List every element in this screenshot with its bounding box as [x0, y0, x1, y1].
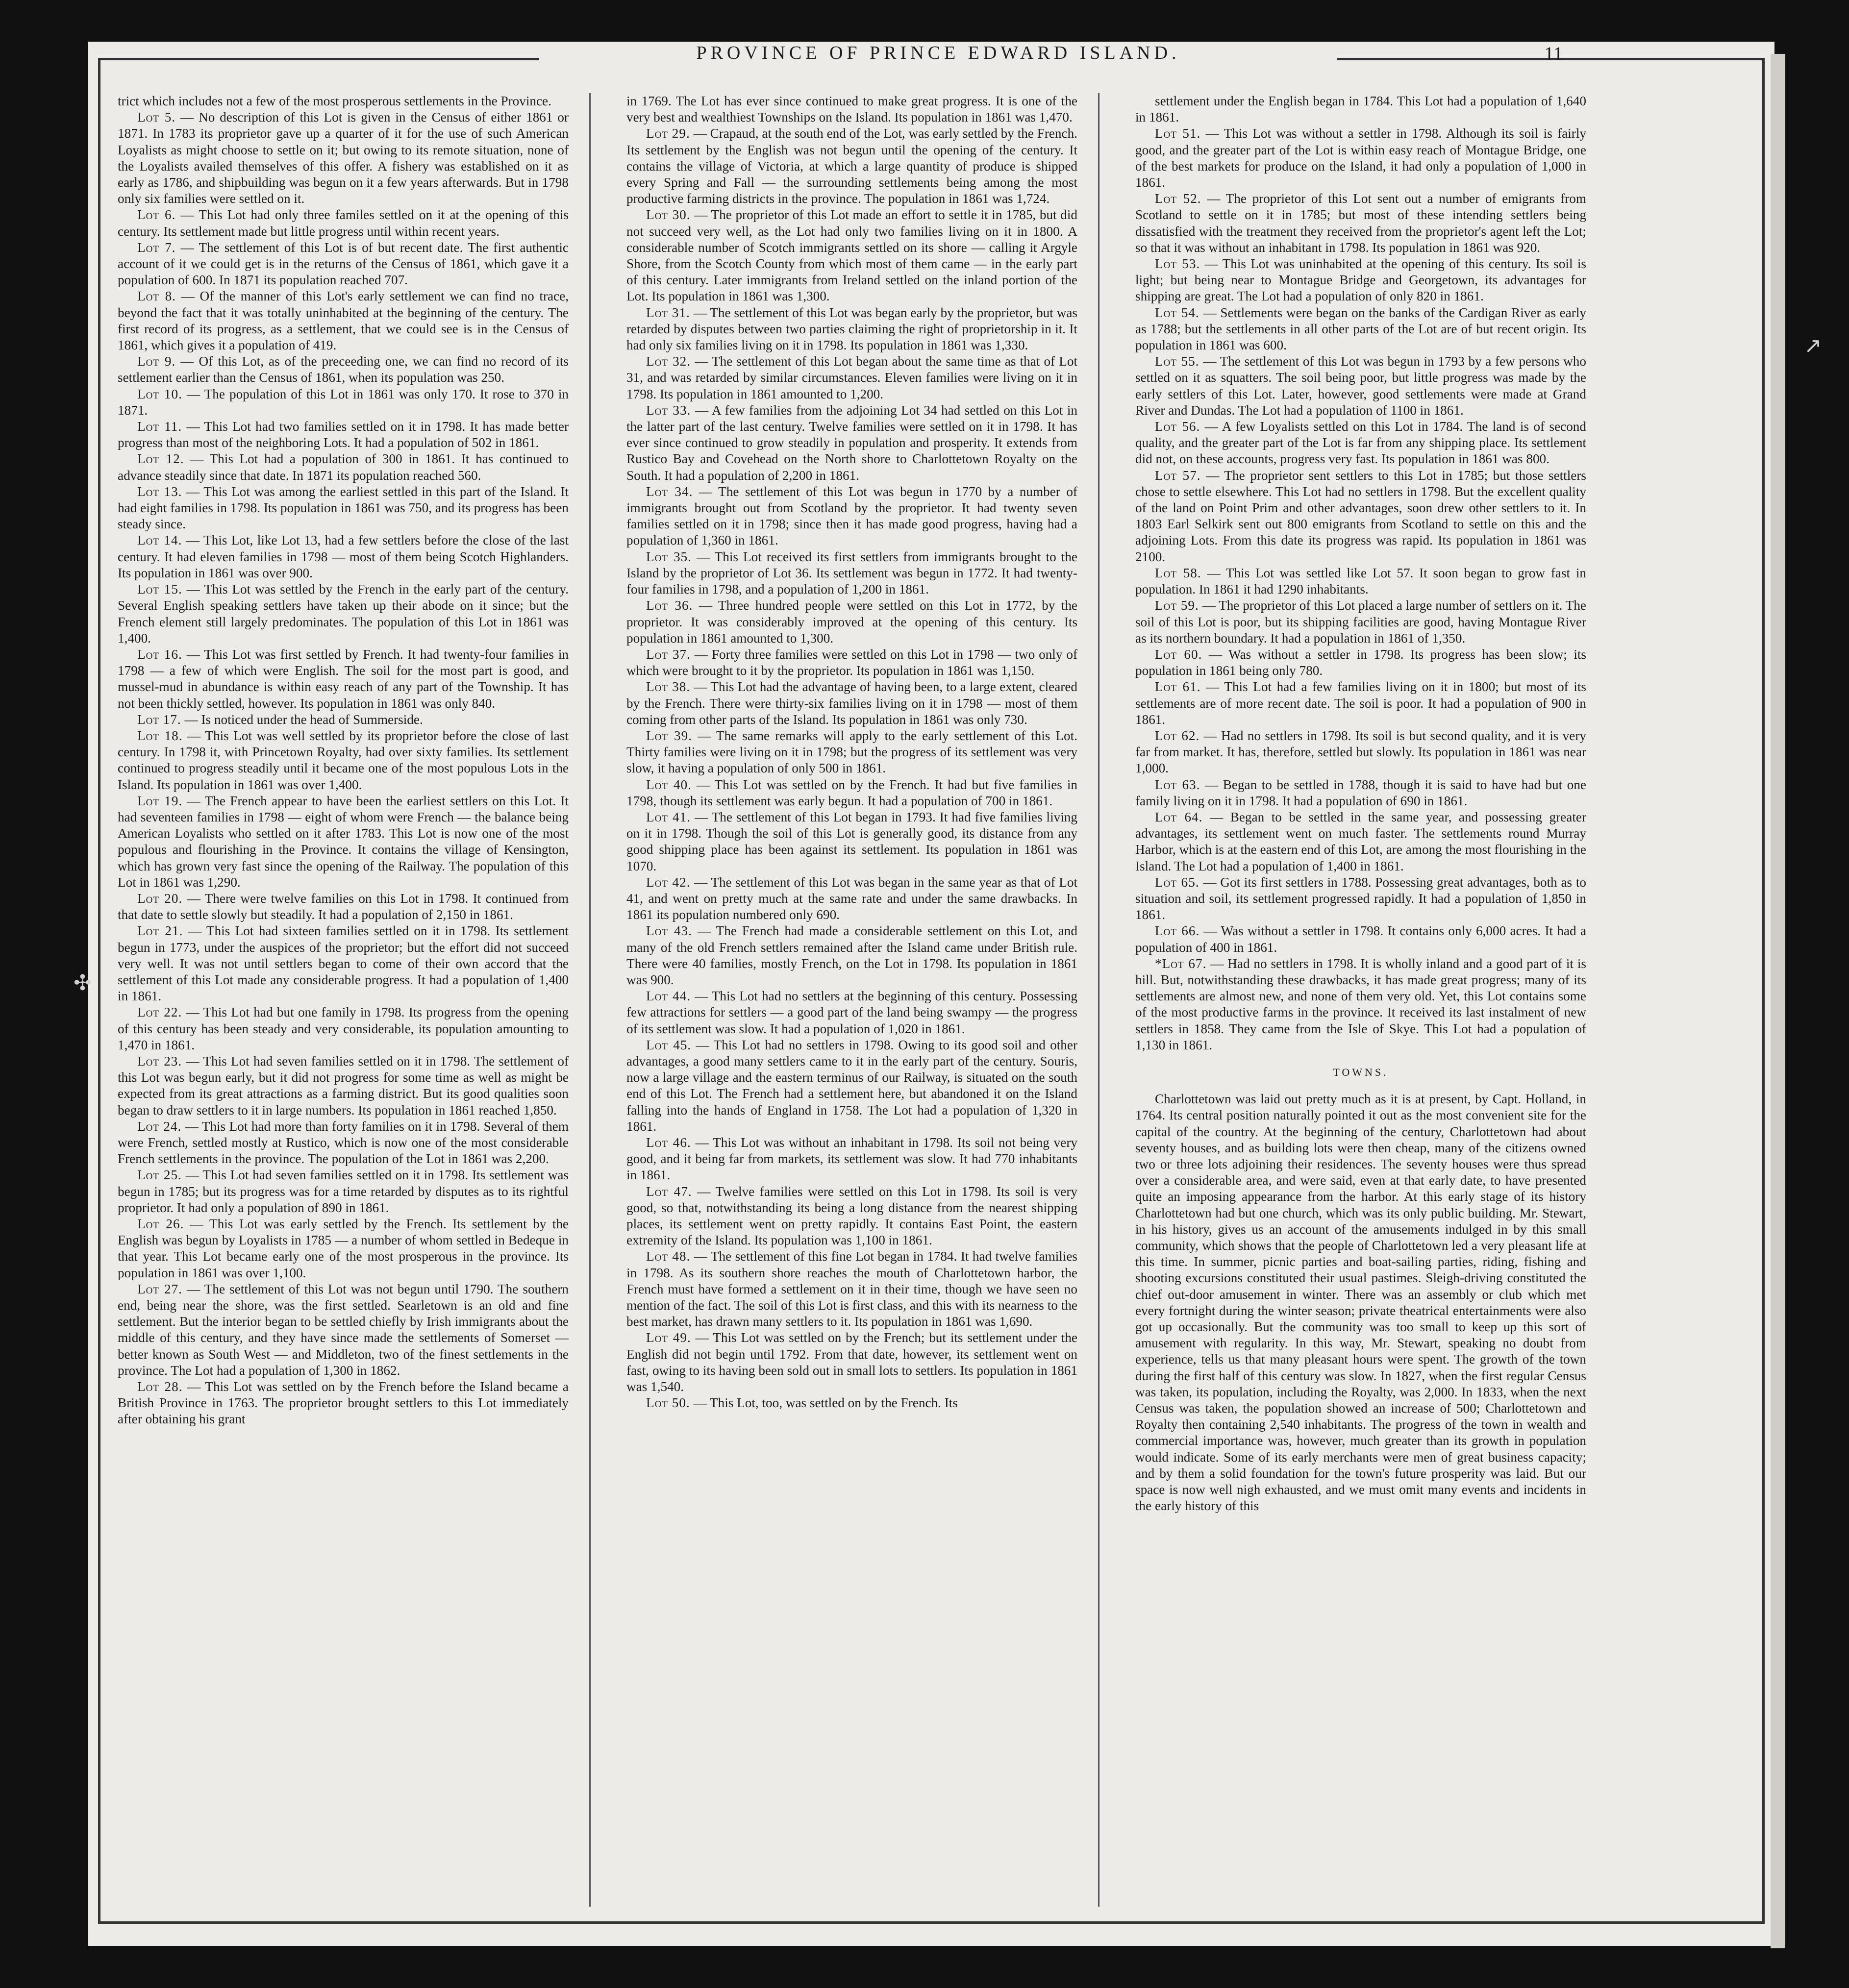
- lot-label: Lot 64.: [1155, 809, 1203, 824]
- paragraph: [118, 451, 569, 483]
- lot-label: Lot 27.: [137, 1281, 182, 1296]
- paragraph: [626, 549, 1077, 598]
- paragraph-text: — The settlement of this Lot was begun in 1793 by a few persons who settled on it as squatters. The soil being poor, but little progress was made by the early settlers of this Lot. Later, however, good settlements were made at Grand River and Dundas. The Lot had a population of 1100 in 1861.: [1135, 354, 1586, 418]
- lot-label: Lot 66.: [1155, 923, 1200, 939]
- paragraph-text: — This Lot had no settlers at the beginning of this century. Possessing few attractions for settlers — a good part of the land being swampy — the progress of its settlement was slow. It had a population of 1,020 in 1861.: [626, 989, 1077, 1036]
- lot-label: Lot 39.: [646, 728, 692, 743]
- paragraph: [1135, 874, 1586, 923]
- paragraph-text: — This Lot had a few families living on it in 1800; but most of its settlements are of more recent date. The soil is poor. It had a population of 900 in 1861.: [1135, 679, 1586, 727]
- lot-label: Lot 50.: [646, 1395, 690, 1411]
- lot-label: Lot 52.: [1155, 191, 1201, 206]
- paragraph-text: — Had no settlers in 1798. It is wholly inland and a good part of it is hill. But, notwithstanding these drawbacks, it has made great progress; many of its settlements are almost new, and none of them very old. Yet, this Lot contains some of the most productive farms in the province. It received its last instalment of new settlers in 1858. They came from the Isle of Skye. This Lot had a population of 1,130 in 1861.: [1135, 956, 1586, 1052]
- lot-label: Lot 5.: [137, 110, 176, 125]
- paragraph-text: — No description of this Lot is given in the Census of either 1861 or 1871. In 1783 its proprietor gave up a quarter of it for the use of such American Loyalists as might choose to settle on it; but owing to its remote situation, none of the Loyalists availed themselves of this offer. A fishery was established on it as early as 1786, and shipbuilding was begun on it a few years afterwards. But in 1798 only six families were settled on it.: [118, 110, 569, 206]
- running-head: PROVINCE OF PRINCE EDWARD ISLAND.: [539, 42, 1337, 64]
- paragraph: [626, 93, 1077, 125]
- paragraph: [118, 1053, 569, 1118]
- lot-label: Lot 25.: [137, 1168, 182, 1183]
- paragraph-text: — This Lot was settled on by the French. It had but five families in 1798, though its settlement was early begun. It had a population of 700 in 1861.: [626, 777, 1077, 808]
- paragraph-text: — This Lot was settled on by the French before the Island became a British Province in 1763. The proprietor brought settlers to this Lot immediately after obtaining his grant: [118, 1379, 569, 1427]
- lot-label: Lot 13.: [137, 484, 182, 499]
- paragraph: [118, 386, 569, 419]
- lot-label: Lot 59.: [1155, 598, 1199, 613]
- paragraph: [118, 207, 569, 239]
- lot-label: Lot 18.: [137, 728, 183, 743]
- paragraph: [118, 728, 569, 793]
- paragraph: [118, 1379, 569, 1428]
- paragraph-text: — Had no settlers in 1798. Its soil is but second quality, and it is very far from market. It has, therefore, settled but slowly. Its population in 1861 was near 1,000.: [1135, 728, 1586, 776]
- paragraph: [1135, 191, 1586, 256]
- lot-label: Lot 63.: [1155, 777, 1200, 792]
- paragraph: [118, 793, 569, 891]
- paragraph: [626, 1184, 1077, 1249]
- lot-label: Lot 16.: [137, 646, 182, 662]
- lot-label: Lot 29.: [646, 126, 690, 141]
- paragraph: [118, 1216, 569, 1281]
- lot-label: Lot 8.: [137, 289, 176, 304]
- paragraph-text: — The settlement of this Lot was begun in 1770 by a number of immigrants brought out from Scotland by the proprietor. It had twenty seven families settled on it in 1798; since then it has made good progress, having had a population of 1,360 in 1861.: [626, 484, 1077, 548]
- text-column-2: [626, 93, 1077, 1897]
- margin-mark-right-icon: ↗: [1804, 334, 1822, 358]
- paragraph-text: — The proprietor of this Lot made an effort to settle it in 1785, but did not succeed very well, as the Lot had only two families living on it in 1800. A considerable number of Scotch immigrants settled on its shore — calling it Argyle Shore, from the Scotch County from which most of them came — in the early part of this century. Later immigrants from Ireland settled on the inland portion of the Lot. Its population in 1861 was 1,300.: [626, 207, 1077, 304]
- paragraph-text: trict which includes not a few of the most prosperous settlements in the Province.: [118, 94, 551, 108]
- paragraph: [1135, 597, 1586, 646]
- paragraph-text: settlement under the English began in 1784. This Lot had a population of 1,640 in 1861.: [1135, 94, 1586, 125]
- paragraph-text: in 1769. The Lot has ever since continued to make great progress. It is one of the very best and wealthiest Townships on the Island. Its population in 1861 was 1,470.: [626, 94, 1077, 125]
- lot-label: Lot 19.: [137, 793, 183, 808]
- lot-label: Lot 37.: [646, 646, 691, 662]
- paragraph: [626, 728, 1077, 777]
- paragraph: [118, 646, 569, 712]
- page-number: 11: [1544, 43, 1563, 65]
- paragraph: [626, 1395, 1077, 1411]
- paragraph: [1135, 809, 1586, 874]
- paragraph: [626, 484, 1077, 549]
- paragraph-text: — The settlement of this Lot began in 1793. It had five families living on it in 1798. Though the soil of this Lot is generally good, its distance from any good shipping place has been against its settlement. Its population in 1861 was 1070.: [626, 809, 1077, 873]
- paragraph-text: — The proprietor sent settlers to this Lot in 1785; but those settlers chose to settle elsewhere. This Lot had no settlers in 1798. But the excellent quality of the land on Point Prim and other advantages, soon drew other settlers to it. In 1803 Earl Selkirk sent out 800 emigrants from Scotland to settle on this and the adjoining Lots. From this date its progress was rapid. Its population in 1861 was 2100.: [1135, 468, 1586, 564]
- lot-label: Lot 20.: [137, 891, 183, 906]
- page-border-right: [1762, 58, 1765, 1924]
- lot-label: Lot 65.: [1155, 874, 1199, 890]
- lot-label: Lot 23.: [137, 1053, 182, 1069]
- paragraph-text: — This Lot had more than forty families on it in 1798. Several of them were French, settled mostly at Rustico, which is now one of the most considerable French settlements in the province. The population of the Lot in 1861 was 2,200.: [118, 1118, 569, 1167]
- lot-label: Lot 61.: [1155, 679, 1201, 695]
- paragraph-text: — The proprietor of this Lot placed a large number of settlers on it. The soil of this Lot is poor, but its shipping facilities are good, having Montague River as its northern boundary. It had a population in 1861 of 1,350.: [1135, 598, 1586, 646]
- paragraph-text: — Settlements were began on the banks of the Cardigan River as early as 1788; but the settlements in all other parts of the Lot are of but recent origin. Its population in 1861 was 600.: [1135, 305, 1586, 353]
- lot-label: Lot 55.: [1155, 354, 1199, 369]
- paragraph-text: — The settlement of this Lot was began early by the proprietor, but was retarded by disputes between two parties claiming the right of proprietorship in it. It had only six families living on it in 1798. Its population in 1861 was 1,330.: [626, 305, 1077, 353]
- paragraph: [626, 809, 1077, 874]
- paragraph-text: — This Lot, too, was settled on by the French. Its: [690, 1395, 958, 1411]
- lot-label: Lot 57.: [1155, 468, 1201, 483]
- lot-label: Lot 11.: [137, 419, 182, 434]
- paragraph: [1135, 305, 1586, 354]
- lot-label: Lot 44.: [646, 989, 691, 1004]
- paragraph-text: — This Lot had but one family in 1798. Its progress from the opening of this century has been steady and very considerable, its population amounting to 1,470 in 1861.: [118, 1005, 569, 1052]
- paragraph-text: — Of this Lot, as of the preceeding one, we can find no record of its settlement earlier than the Census of 1861, when its population was 250.: [118, 354, 569, 385]
- lot-label: Lot 33.: [646, 402, 691, 418]
- paragraph-text: — Was without a settler in 1798. Its progress has been slow; its population in 1861 being only 780.: [1135, 646, 1586, 678]
- lot-label: Lot 28.: [137, 1379, 183, 1394]
- lot-label: Lot 58.: [1155, 565, 1201, 580]
- lot-label: Lot 45.: [646, 1037, 692, 1052]
- paragraph: [118, 1281, 569, 1379]
- paragraph: [1135, 923, 1586, 955]
- paragraph-text: — This Lot was settled like Lot 57. It soon began to grow fast in population. In 1861 it had 1290 inhabitants.: [1135, 565, 1586, 597]
- paragraph-text: — This Lot was settled on by the French; but its settlement under the English did not begin until 1792. From that date, however, its settlement went on fast, owing to its having been sold out in small lots to settlers. Its population in 1861 was 1,540.: [626, 1330, 1077, 1394]
- lot-label: Lot 31.: [646, 305, 690, 320]
- paragraph-text: — Began to be settled in 1788, though it is said to have had but one family living on it in 1798. It had a population of 690 in 1861.: [1135, 777, 1586, 808]
- paragraph-text: — Got its first settlers in 1788. Possessing great advantages, both as to situation and soil, its settlement progressed rapidly. It had a population of 1,850 in 1861.: [1135, 874, 1586, 922]
- paragraph: [1135, 646, 1586, 679]
- lot-label: Lot 42.: [646, 874, 691, 890]
- paragraph-text: — The French appear to have been the earliest settlers on this Lot. It had seventeen families in 1798 — eight of whom were French — the balance being American Loyalists who settled on it after 1783. This Lot is now one of the most populous and flourishing in the Province. It contains the village of Kensington, which has grown very fast since the opening of the Railway. The population of this Lot in 1861 was 1,290.: [118, 793, 569, 890]
- paragraph-text: — The same remarks will apply to the early settlement of this Lot. Thirty families were living on it in 1798; but the progress of its settlement was very slow, it having a population of only 500 in 1861.: [626, 728, 1077, 776]
- paragraph: [118, 93, 569, 109]
- lot-label: Lot 56.: [1155, 419, 1200, 434]
- paragraph: [118, 1118, 569, 1168]
- lot-label: Lot 21.: [137, 923, 183, 939]
- paragraph-text: — The settlement of this Lot was not begun until 1790. The southern end, being near the shore, was the first settled. Searletown is an old and fine settlement. But the interior began to be settled chiefly by Irish immigrants about the middle of this century, and they have since made the settlements of Somerset — better known as South West — and Middleton, two of the finest settlements in the province. The Lot had a population of 1,300 in 1862.: [118, 1281, 569, 1378]
- paragraph: [626, 305, 1077, 354]
- lot-label: Lot 30.: [646, 207, 691, 223]
- column-rule-2: [1098, 93, 1099, 1907]
- lot-label: Lot 26.: [137, 1217, 184, 1232]
- paragraph-text: — There were twelve families on this Lot in 1798. It continued from that date to settle slowly but steadily. It had a population of 2,150 in 1861.: [118, 891, 569, 922]
- lot-label: Lot 22.: [137, 1005, 182, 1020]
- paragraph-text: — The settlement of this Lot was began in the same year as that of Lot 41, and went on pretty much at the same rate and under the same drawbacks. In 1861 its population numbered only 690.: [626, 874, 1077, 922]
- lot-label: Lot 14.: [137, 533, 182, 548]
- paragraph-text: — Was without a settler in 1798. It contains only 6,000 acres. It had a population of 400 in 1861.: [1135, 923, 1586, 955]
- paragraph-text: — Twelve families were settled on this Lot in 1798. Its soil is very good, so that, notwithstanding its being a long distance from the nearest shipping places, its settlement went on pretty rapidly. It contains East Point, the eastern extremity of the Island. Its population was 1,100 in 1861.: [626, 1184, 1077, 1248]
- paragraph: [118, 532, 569, 581]
- lot-label: Lot 38.: [646, 679, 691, 695]
- lot-label: Lot 35.: [646, 549, 692, 564]
- lot-label: Lot 46.: [646, 1135, 691, 1150]
- paragraph: [118, 419, 569, 451]
- paragraph: [626, 679, 1077, 728]
- paragraph: [118, 240, 569, 289]
- paragraph: [118, 1167, 569, 1216]
- lot-label: Lot 6.: [137, 207, 176, 223]
- paragraph-text: — Is noticed under the head of Summerside.: [181, 712, 423, 727]
- lot-label: Lot 53.: [1155, 256, 1200, 272]
- paragraph: [1135, 419, 1586, 468]
- paragraph-text: — This Lot was among the earliest settled in this part of the Island. It had eight families in 1798. Its population in 1861 was 750, and its progress has been steady since.: [118, 484, 569, 532]
- paragraph-text: Charlottetown was laid out pretty much as it is at present, by Capt. Holland, in 1764. Its central position naturally pointed it out as the most convenient site for the capital of the country. At the beginning of the century, Charlottetown had about seventy houses, and as building lots were then cheap, many of the citizens owned two or three lots adjoining their residences. The seventy houses were thus spread over a considerable area, and were said, even at that early date, to have presented quite an imposing appearance from the harbor. At this early stage of its history Charlottetown had but one church, which was its only public building. Mr. Stewart, in his history, gives us an account of the amusements indulged in by this small community, which shows that the people of Charlottetown led a very pleasant life at this time. In summer, picnic parties and boat-sailing parties, riding, fishing and shooting excursions constituted their usual pastimes. Sleigh-driving constituted the chief out-door amusement in winter. There was an assembly or club which met every fortnight during the winter season; private theatrical entertainments were also got up occasionally. But the community was too small to keep up this sort of amusement with regularity. In this way, Mr. Stewart, speaking no doubt from experience, tells us that many pleasant hours were spent. The growth of the town during the first half of this century was slow. In 1827, when the first regular Census was taken, its population, including the Royalty, was 2,000. In 1833, when the next Census was taken, the population showed an increase of 500; Charlottetown and Royalty then containing 2,540 inhabitants. The progress of the town in wealth and commercial importance was, however, much greater than its growth in population would indicate. Some of its early merchants were men of great business capacity; and by them a solid foundation for the town's future prosperity was laid. But our space is now well nigh exhausted, and we must omit many events and incidents in the early history of this: [1135, 1092, 1586, 1514]
- paragraph: [1135, 468, 1586, 565]
- lot-label: Lot 40.: [646, 777, 692, 792]
- paragraph: [1135, 256, 1586, 305]
- paragraph-text: — The settlement of this fine Lot began in 1784. It had twelve families in 1798. As its southern shore reaches the mouth of Charlottetown harbor, the French must have formed a settlement on it in their time, though we have seen no mention of the fact. The soil of this Lot is first class, and this with its nearness to the best market, has drawn many settlers to it. Its population in 1861 was 1,690.: [626, 1249, 1077, 1329]
- lot-label: Lot 32.: [646, 354, 691, 369]
- paragraph-text: — This Lot was well settled by its proprietor before the close of last century. In 1798 it, with Princetown Royalty, had over sixty families. Its settlement continued to progress steadily until it became one of the most populous Lots in the Island. Its population in 1861 was over 1,400.: [118, 728, 569, 792]
- paragraph-text: — This Lot, like Lot 13, had a few settlers before the close of the last century. It had eleven families in 1798 — most of them being Scotch Highlanders. Its population in 1861 was over 900.: [118, 533, 569, 580]
- paragraph-text: — This Lot had seven families settled on it in 1798. Its settlement was begun in 1785; but its progress was for a time retarded by disputes as to its rightful proprietor. It had only a population of 890 in 1861.: [118, 1168, 569, 1215]
- paragraph-text: — Crapaud, at the south end of the Lot, was early settled by the French. Its settlement by the English was not begun until the opening of the century. It contains the village of Victoria, at which a large quantity of produce is shipped every Spring and Fall — the surrounding settlements being among the most productive farming districts in the province. The population in 1861 was 1,724.: [626, 126, 1077, 206]
- paragraph: [1135, 125, 1586, 191]
- paragraph: [118, 891, 569, 923]
- section-heading: TOWNS.: [1333, 1066, 1389, 1078]
- paragraph: [626, 1037, 1077, 1135]
- page-border-bottom: [98, 1921, 1765, 1924]
- lot-label: Lot 12.: [137, 451, 184, 467]
- lot-label: Lot 41.: [646, 809, 691, 824]
- paragraph: [1135, 956, 1586, 1053]
- lot-label: Lot 43.: [646, 923, 692, 939]
- lot-label: Lot 48.: [646, 1249, 691, 1264]
- paragraph-text: — Forty three families were settled on this Lot in 1798 — two only of which were brought to it by the proprietor. Its population in 1861 was 1,150.: [626, 646, 1077, 678]
- lot-label: Lot 60.: [1155, 646, 1202, 662]
- lot-label: Lot 36.: [646, 598, 693, 613]
- lot-label: *Lot 67.: [1155, 956, 1207, 971]
- paragraph-text: — The proprietor of this Lot sent out a number of emigrants from Scotland to settle on it in 1785; but most of these intending settlers being dissatisfied with the treatment they received from the proprietor's agent left the Lot; so that it was without an inhabitant in 1798. Its population in 1861 was 920.: [1135, 191, 1586, 255]
- text-column-3: [1135, 93, 1586, 1897]
- lot-label: Lot 49.: [646, 1330, 691, 1345]
- paragraph-text: — This Lot was without a settler in 1798. Although its soil is fairly good, and the greater part of the Lot is within easy reach of Montague Bridge, one of the best markets for produce on the Island, it had only a population of 1,000 in 1861.: [1135, 126, 1586, 190]
- paragraph: [626, 402, 1077, 484]
- paragraph: [118, 288, 569, 353]
- paragraph-text: — This Lot had seven families settled on it in 1798. The settlement of this Lot was begun early, but it did not progress for some time as well as might be expected from its great attractions as a farming district. But its good qualities soon began to draw settlers to it in large numbers. Its population in 1861 reached 1,850.: [118, 1053, 569, 1118]
- paragraph-text: — This Lot was settled by the French in the early part of the century. Several English speaking settlers have taken up their abode on it since; but the French element still largely predominates. The population of this Lot in 1861 was 1,400.: [118, 582, 569, 646]
- paragraph: [1135, 565, 1586, 597]
- lot-label: Lot 34.: [646, 484, 693, 499]
- paragraph: [118, 923, 569, 1004]
- paragraph: [626, 777, 1077, 809]
- page-edge-shadow: [1771, 54, 1785, 1948]
- lot-label: Lot 7.: [137, 240, 176, 255]
- paragraph-text: — The population of this Lot in 1861 was only 170. It rose to 370 in 1871.: [118, 386, 569, 418]
- paragraph-text: — This Lot had no settlers in 1798. Owing to its good soil and other advantages, a good many settlers came to it in the early part of the century. Souris, now a large village and the eastern terminus of our Railway, is situated on the south end of this Lot. The French had a settlement here, but abandoned it on the Island falling into the hands of England in 1758. The Lot had a population of 1,320 in 1861.: [626, 1037, 1077, 1134]
- paragraph-text: — This Lot had sixteen families settled on it in 1798. Its settlement begun in 1773, under the auspices of the proprietor; but the effort did not succeed very well. It was not until settlers began to come of their own accord that the settlement of this Lot made any considerable progress. It had a population of 1,400 in 1861.: [118, 923, 569, 1004]
- paragraph: [626, 125, 1077, 207]
- paragraph: [118, 109, 569, 207]
- lot-label: Lot 9.: [137, 354, 176, 369]
- lot-label: Lot 47.: [646, 1184, 692, 1199]
- paragraph-text: — A few Loyalists settled on this Lot in 1784. The land is of second quality, and the greater part of the Lot is far from any shipping place. Its settlement did not, on these accounts, progress very fast. Its population in 1861 was 800.: [1135, 419, 1586, 467]
- lot-label: Lot 24.: [137, 1118, 182, 1134]
- paragraph: [626, 1330, 1077, 1395]
- lot-label: Lot 10.: [137, 386, 182, 401]
- paragraph-text: — This Lot received its first settlers from immigrants brought to the Island by the proprietor of Lot 36. Its settlement was begun in 1772. It had twenty-four families in 1798, and a population of 1,200 in 1861.: [626, 549, 1077, 597]
- paragraph: [626, 646, 1077, 679]
- paragraph: [1135, 679, 1586, 728]
- paragraph-text: — This Lot had a population of 300 in 1861. It has continued to advance steadily since that date. In 1871 its population reached 560.: [118, 451, 569, 483]
- paragraph-text: — Began to be settled in the same year, and possessing greater advantages, its settlement went on much faster. The settlements round Murray Harbor, which is at the eastern end of this Lot, are among the most flourishing in the Island. The Lot had a population of 1,400 in 1861.: [1135, 809, 1586, 873]
- paragraph: [626, 988, 1077, 1037]
- paragraph-text: — Of the manner of this Lot's early settlement we can find no trace, beyond the fact that it was totally uninhabited at the beginning of the century. The first record of its progress, as a settlement, that we could see is in the Census of 1861, which gives it a population of 419.: [118, 289, 569, 353]
- paragraph-text: — This Lot was first settled by French. It had twenty-four families in 1798 — a few of which were English. The soil for the most part is good, and mussel-mud in abundance is within easy reach of any part of the Township. It has not been thickly settled, however. Its population in 1861 was only 840.: [118, 646, 569, 711]
- paragraph: [626, 1248, 1077, 1330]
- lot-label: Lot 15.: [137, 582, 182, 597]
- paragraph: [1135, 777, 1586, 809]
- margin-mark-left-icon: ✣: [74, 971, 92, 995]
- paragraph: [118, 353, 569, 386]
- paragraph: [626, 353, 1077, 402]
- paragraph: [118, 712, 569, 728]
- paragraph-text: — This Lot had only three familes settled on it at the opening of this century. Its settlement made but little progress until within recent years.: [118, 207, 569, 239]
- paragraph: [118, 581, 569, 646]
- paragraph: [626, 923, 1077, 988]
- column-rule-1: [589, 93, 591, 1907]
- paragraph-text: — A few families from the adjoining Lot 34 had settled on this Lot in the latter part of the last century. Twelve families were settled on it in 1798. It has ever since continued to grow steadily in population and prosperity. It extends from Rustico Bay and Covehead on the North shore to Charlottetown Royalty on the South. It had a population of 2,200 in 1861.: [626, 402, 1077, 483]
- paragraph: [118, 1004, 569, 1053]
- lot-label: Lot 62.: [1155, 728, 1200, 743]
- paragraph: [1135, 1091, 1586, 1514]
- lot-label: Lot 54.: [1155, 305, 1199, 320]
- paragraph: [626, 874, 1077, 923]
- paragraph-text: — The settlement of this Lot began about the same time as that of Lot 31, and was retarded by similar circumstances. Eleven families were living on it in 1798. Its population in 1861 amounted to 1,200.: [626, 354, 1077, 401]
- paragraph-text: — The French had made a considerable settlement on this Lot, and many of the old French settlers remained after the Island came under British rule. There were 40 families, mostly French, on the Lot in 1798. Its population in 1861 was 900.: [626, 923, 1077, 987]
- paragraph: [626, 207, 1077, 304]
- paragraph: [626, 1135, 1077, 1184]
- paragraph: [626, 597, 1077, 646]
- page-border-left: [98, 58, 100, 1924]
- lot-label: Lot 17.: [137, 712, 181, 727]
- paragraph-text: — This Lot was uninhabited at the opening of this century. Its soil is light; but being near to Montague Bridge and Georgetown, its advantages for shipping are great. The Lot had a population of only 820 in 1861.: [1135, 256, 1586, 304]
- paragraph-text: — This Lot was early settled by the French. Its settlement by the English was begun by Loyalists in 1785 — a number of whom settled in Bedeque in that year. This Lot became early one of the most prosperous in the province. Its population in 1861 was over 1,100.: [118, 1217, 569, 1280]
- paragraph-text: — This Lot had two families settled on it in 1798. It has made better progress than most of the neighboring Lots. It had a population of 502 in 1861.: [118, 419, 569, 450]
- paragraph: [118, 484, 569, 533]
- paragraph: [1135, 353, 1586, 419]
- paragraph-text: — Three hundred people were settled on this Lot in 1772, by the proprietor. It was considerably improved at the opening of this century. Its population in 1861 amounted to 1,300.: [626, 598, 1077, 646]
- paragraph: [1135, 728, 1586, 777]
- lot-label: Lot 51.: [1155, 126, 1201, 141]
- paragraph-text: — This Lot was without an inhabitant in 1798. Its soil not being very good, and it being far from markets, its settlement was slow. It had 770 inhabitants in 1861.: [626, 1135, 1077, 1183]
- paragraph-text: — This Lot had the advantage of having been, to a large extent, cleared by the French. There were thirty-six families living on it in 1798 — most of them coming from other parts of the Island. Its population in 1861 was only 730.: [626, 679, 1077, 727]
- text-column-1: [118, 93, 569, 1897]
- paragraph: [1135, 93, 1586, 125]
- paragraph-text: — The settlement of this Lot is of but recent date. The first authentic account of it we could get is in the returns of the Census of 1861, which gave it a population of 600. In 1871 its population reached 707.: [118, 240, 569, 288]
